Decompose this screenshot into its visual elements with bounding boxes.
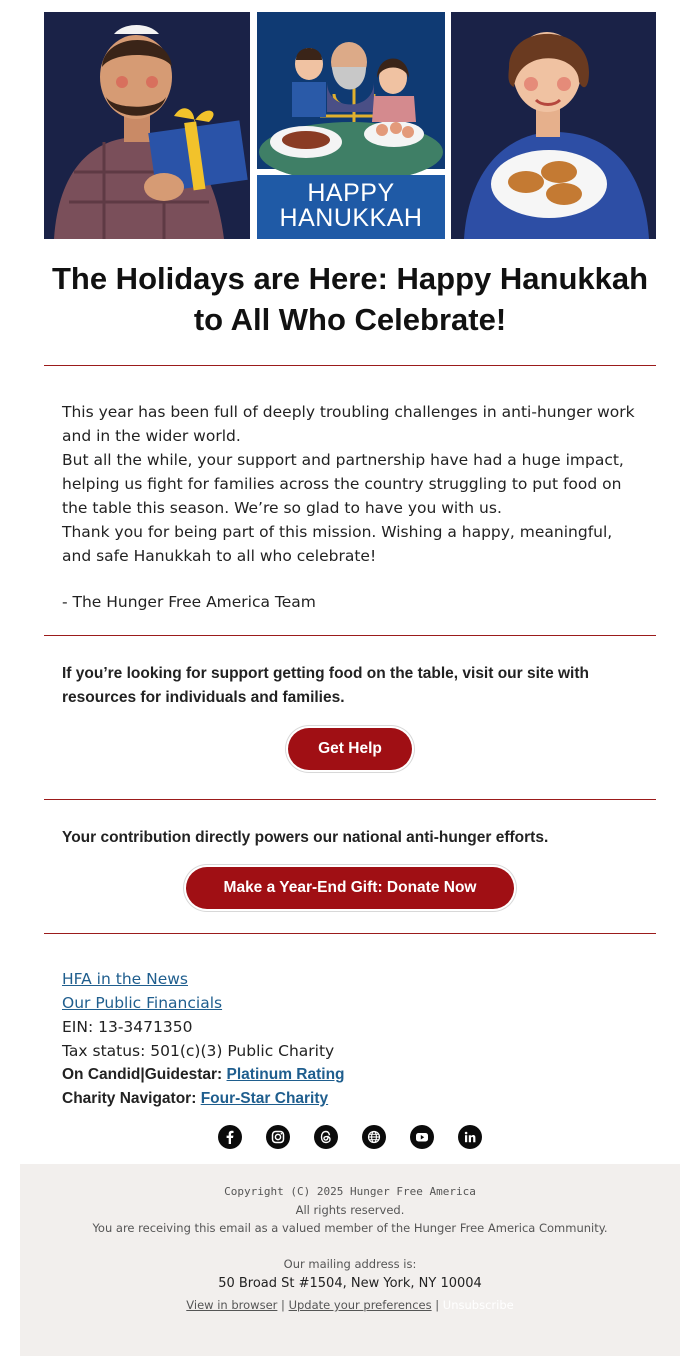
donate-button[interactable]: Make a Year-End Gift: Donate Now: [186, 867, 514, 909]
divider: [44, 799, 656, 800]
get-help-button[interactable]: Get Help: [288, 728, 412, 770]
ein-text: EIN: 13-3471350: [62, 1018, 193, 1036]
tax-status-text: Tax status: 501(c)(3) Public Charity: [62, 1042, 335, 1060]
news-link[interactable]: HFA in the News: [62, 970, 188, 988]
footer-separator: |: [281, 1298, 285, 1312]
navigator-rating-link[interactable]: Four-Star Charity: [200, 1090, 329, 1107]
linkedin-icon[interactable]: [458, 1125, 482, 1149]
social-links: [218, 1125, 482, 1149]
facebook-icon[interactable]: [218, 1125, 242, 1149]
unsubscribe-link[interactable]: Unsubscribe: [442, 1298, 514, 1312]
body-paragraph-3: Thank you for being part of this mission. Wishing a happy, meaningful, and safe Hanukkah to all who celebrate!: [62, 523, 613, 565]
candid-rating-link[interactable]: Platinum Rating: [226, 1066, 345, 1083]
hero-banner-line2: HANUKKAH: [279, 204, 423, 232]
donate-text: Your contribution directly powers our national anti-hunger efforts.: [62, 829, 549, 846]
candid-label: On Candid|Guidestar:: [62, 1066, 223, 1083]
hero-banner-line1: HAPPY: [307, 179, 395, 207]
threads-icon[interactable]: [314, 1125, 338, 1149]
help-text: If you’re looking for support getting food on the table, visit our site with resources for individuals and families.: [62, 665, 589, 706]
navigator-label: Charity Navigator:: [62, 1090, 197, 1107]
view-in-browser-link[interactable]: View in browser: [186, 1298, 278, 1312]
body-paragraph-1: This year has been full of deeply troubling challenges in anti-hunger work and in the wider world.: [62, 403, 635, 445]
website-icon[interactable]: [362, 1125, 386, 1149]
divider: [44, 365, 656, 366]
update-preferences-link[interactable]: Update your preferences: [288, 1298, 432, 1312]
hanukkah-illustration: [44, 12, 656, 239]
footer-separator: |: [435, 1298, 440, 1312]
hero-illustration: [44, 12, 656, 239]
copyright-text: Copyright (C) 2025 Hunger Free America: [224, 1185, 476, 1198]
rights-text: All rights reserved.: [295, 1203, 405, 1217]
mailing-address: 50 Broad St #1504, New York, NY 10004: [218, 1276, 482, 1291]
page-title: The Holidays are Here: Happy Hanukkah to All Who Celebrate!: [51, 261, 649, 337]
footer-links: [20, 1296, 680, 1314]
youtube-icon[interactable]: [410, 1125, 434, 1149]
financials-link[interactable]: Our Public Financials: [62, 994, 223, 1012]
divider: [44, 635, 656, 636]
instagram-icon[interactable]: [266, 1125, 290, 1149]
body-paragraph-2: But all the while, your support and partnership have had a huge impact, helping us fight for families across the country struggling to put food on the table this season. We’re so glad to have you with us.: [62, 451, 624, 517]
email-footer: [20, 1164, 680, 1356]
mailing-label: Our mailing address is:: [283, 1257, 417, 1271]
navigator-row: [62, 1087, 642, 1111]
signature: - The Hunger Free America Team: [62, 593, 316, 611]
info-links: [62, 967, 642, 1111]
candid-row: [62, 1063, 642, 1087]
message-body: [62, 400, 642, 614]
subscription-reason-text: You are receiving this email as a valued member of the Hunger Free America Community.: [92, 1221, 608, 1235]
divider: [44, 933, 656, 934]
